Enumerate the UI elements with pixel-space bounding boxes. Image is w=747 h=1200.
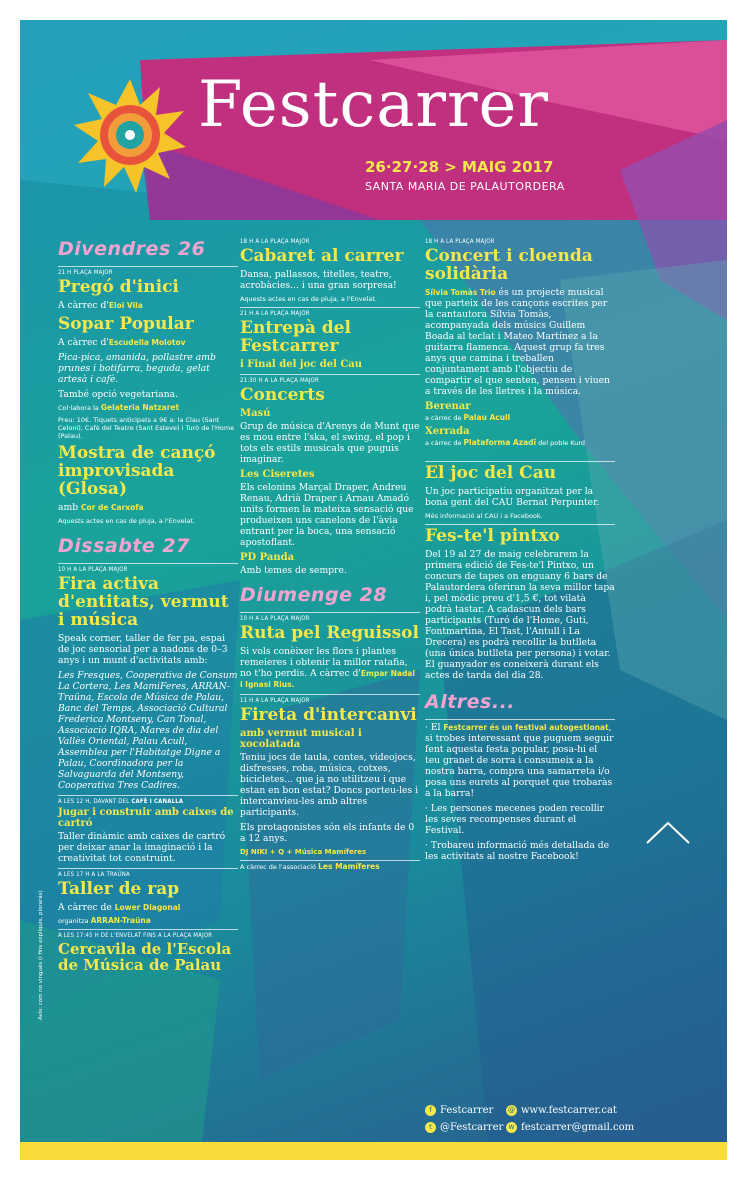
event-text: Sílvia Tomàs Trio és un projecte musical que parteix de les cançons escrites per la cantautora Sílvia Tomàs, acompanyada dels músics Guillem Boada al teclat i Mateo Martínez a la guitarra flamenca. Aquest grup fa tres anys que camina i treballen conjuntament amb l'objectiu de compartir el que senten, pensen i viuen a través de les lletres i la música. (425, 287, 610, 397)
event-meta: 11 H A LA PLAÇA MAJOR (240, 697, 310, 704)
event-text: Pica-pica, amanida, pollastre amb prunes i botifarra, beguda, gelat artesà i cafè. (58, 352, 216, 385)
email-icon: w (506, 1122, 517, 1133)
altres-item: · Trobareu informació més detallada de les activitats al nostre Facebook! (425, 840, 610, 862)
event-title: Berenar (425, 401, 471, 412)
chevron-up-icon (645, 820, 691, 846)
band-text: Grup de música d'Arenys de Munt que es mou entre l'ska, el swing, el pop i tots els estils musicals que puguis imaginar. (240, 421, 420, 465)
band-name: Masú (240, 408, 271, 419)
event-by: A càrrec de l'associació Les Mamíferes (240, 862, 380, 871)
altres-item: · Les persones mecenes poden recollir les seves recompenses durant el Festival. (425, 803, 604, 836)
event-title: Jugar i construir amb caixes de cartró (58, 807, 234, 829)
event-title: Cercavila de l'Escola de Música de Palau (58, 940, 232, 974)
event-meta: 21 H A LA PLAÇA MAJOR (240, 310, 310, 317)
divider (240, 374, 420, 375)
event-text: Del 19 al 27 de maig celebrarem la primera edició de Fes-te'l Pintxo, un concurs de tapes on enguany 6 bars de Palautordera oferiran la seva millor tapa i, pel mòdic preu d'1,5 €, tot vilatà podrà tastar. A cadascun dels bars participants (Turó de l'Home, Guti, Fontmartina, El Tast, l'Antull i La Drecera) es podrà recollir la butlleta (una única butlleta per persona) i votar. El guanyador es coneixerà durant els actes de tarda del dia 28. (425, 549, 615, 681)
event-title: Fireta d'intercanvi (240, 705, 417, 725)
event-title: Fira activa d'entitats, vermut i música (58, 574, 229, 630)
footer-twitter[interactable]: t @Festcarrer (425, 1122, 503, 1133)
event-note: Aquests actes en cas de pluja, a l'Envelat. (240, 295, 377, 303)
event-title: Cabaret al carrer (240, 246, 404, 266)
event-note: Aquests actes en cas de pluja, a l'Envelat. (58, 517, 195, 525)
event-by: a càrrec de Plataforma Azadî del poble Kurd (425, 438, 586, 447)
event-text: Dansa, pallassos, titelles, teatre, acrobàcies... i una gran sorpresa! (240, 269, 397, 291)
event-text: Speak corner, taller de fer pa, espai de joc sensorial per a nadons de 0–3 anys i un munt d'activitats amb: (58, 633, 228, 666)
footer-email[interactable]: w festcarrer@gmail.com (506, 1122, 634, 1133)
event-list: Les Fresques, Cooperativa de Consum La Cortera, Les MamiFeres, ARRAN-Traüna, Escola de Música de Palau, Banc del Temps, Associació Cultural Frederica Montseny, Can Tonal, Associació IQRA, Mares de dia del Vallès Oriental, Palau Acull, Assemblea per l'Habitatge Digne a Palau, Coordinadora per la Salvaguarda del Montseny, Cooperativa Tres Cadires. (58, 670, 238, 791)
poster-place: SANTA MARIA DE PALAUTORDERA (365, 180, 565, 193)
event-title: Entrepà del Festcarrer (240, 318, 351, 356)
event-meta: 10 H A LA PLAÇA MAJOR (58, 566, 128, 573)
event-title: Sopar Popular (58, 314, 194, 334)
event-music: DJ NIKI + Q + Música Mamíferes (240, 848, 367, 856)
divider (58, 868, 238, 869)
event-title: Mostra de cançó improvisada (Glosa) (58, 443, 216, 499)
altres-item: · El Festcarrer és un festival autogestionat, si trobes interessant que puguem seguir fent aquesta festa popular, posa-hi el teu granet de sorra i consumeix a la nostra barra, compra una samarreta i/o posa uns eurets al porquet que trobaràs a la barra! (425, 722, 614, 799)
event-by: amb Cor de Carxofa (58, 502, 144, 513)
event-subtitle: amb vermut musical i xocolatada (240, 728, 362, 750)
divider (240, 612, 420, 613)
sun-logo (70, 75, 190, 195)
event-meta: 10 H A LA PLAÇA MAJOR (240, 615, 310, 622)
facebook-icon: f (425, 1105, 436, 1116)
divider (240, 860, 420, 861)
event-by: A càrrec d'Eloi Vila (58, 300, 143, 311)
event-meta: 18 H A LA PLAÇA MAJOR (240, 238, 310, 245)
event-meta: A LES 17 H A LA TRAÜNA (58, 871, 130, 878)
day-heading-friday: Divendres 26 (58, 238, 206, 260)
footer-facebook[interactable]: f Festcarrer (425, 1105, 493, 1116)
event-text: També opció vegetariana. (58, 389, 179, 400)
divider (58, 795, 238, 796)
column-sunday-altres (425, 238, 615, 866)
event-meta: A LES 17:45 H DE L'ENVELAT FINS A LA PLAÇA MAJOR (58, 932, 213, 939)
event-text: Un joc participatiu organitzat per la bona gent del CAU Bernat Perpunter. (425, 486, 600, 508)
event-by: a càrrec de Palau Acull (425, 413, 511, 422)
column-friday-saturday (58, 238, 238, 977)
event-by: A càrrec de Lower Diagonal (58, 902, 181, 913)
band-name: Les Ciseretes (240, 469, 315, 480)
globe-icon: @ (508, 1106, 515, 1114)
twitter-icon: t (425, 1122, 436, 1133)
altres-heading: Altres... (425, 691, 516, 713)
event-meta: A LES 12 H, DAVANT DEL CAFÈ I CANALLA (58, 798, 184, 805)
event-title: El joc del Cau (425, 463, 557, 483)
event-title: Fes-te'l pintxo (425, 526, 560, 546)
poster-title: Festcarrer (198, 68, 549, 142)
event-title: Pregó d'inici (58, 277, 179, 297)
divider (58, 929, 238, 930)
event-price: Preu: 10€. Tiquets anticipats a 9€ a: la Clau (Sant Celoni), Cafè del Teatre (Sant Esteve) i Turó de l'Home (Palau). (58, 416, 235, 440)
day-heading-sunday: Diumenge 28 (240, 584, 388, 606)
event-text: Els protagonistes són els infants de 0 a 12 anys. (240, 822, 415, 844)
event-text: Teniu jocs de taula, contes, videojocs, disfresses, roba, música, cotxes, bicicletes... que ja no utilitzeu i que estan en bon estat? Doncs porteu-les i intercanvieu-les amb altres participants. (240, 752, 419, 818)
event-meta: 21 H PLAÇA MAJOR (58, 269, 113, 276)
event-collab: Col·labora la Gelateria Natzaret (58, 403, 180, 412)
day-heading-saturday: Dissabte 27 (58, 535, 190, 557)
event-note: Més informació al CAU i a Facebook. (425, 512, 543, 520)
event-text: Si vols conèixer les flors i plantes remeieres i obtenir la millor ratafia, no t'ho perdis. A càrrec d'Empar Nadal i Ignasi Rius. (240, 646, 415, 689)
event-title: Xerrada (425, 426, 470, 437)
event-text: Taller dinàmic amb caixes de cartró per deixar anar la imaginació i la creativitat tot construint. (58, 831, 226, 864)
event-title: Ruta pel Reguissol (240, 623, 419, 643)
poster (20, 20, 727, 1160)
bottom-bar (20, 1142, 727, 1160)
event-title: Concert i cloenda solidària (425, 246, 593, 284)
divider (425, 461, 615, 462)
divider (58, 266, 238, 267)
poster-dates: 26·27·28 > MAIG 2017 (365, 158, 554, 176)
event-subtitle: i Final del joc del Cau (240, 359, 363, 370)
divider (240, 307, 420, 308)
divider (240, 694, 420, 695)
column-saturday-sunday (240, 238, 420, 875)
event-org: organitza ARRAN-Traüna (58, 916, 151, 925)
event-meta: 18 H A LA PLAÇA MAJOR (425, 238, 495, 245)
divider (425, 719, 615, 720)
event-title: Taller de rap (58, 879, 180, 899)
divider (58, 563, 238, 564)
footer-web[interactable]: @ www.festcarrer.cat (508, 1105, 617, 1116)
event-meta: 21:30 H A LA PLAÇA MAJOR (240, 377, 319, 384)
band-text: Amb temes de sempre. (240, 565, 347, 576)
divider (425, 524, 615, 525)
band-name: PD Panda (240, 552, 295, 563)
event-by: A càrrec d'Escudella Molotov (58, 337, 186, 348)
event-title: Concerts (240, 385, 325, 405)
band-text: Els celonins Marçal Draper, Andreu Renau, Adrià Draper i Arnau Amadó units formen la mateixa sensació que produeixen uns canelons de l'àvia entrant per la boca, una sensació apostoflant. (240, 482, 414, 548)
vertical-note: Avís: com no vingués (i fins explíquis, plorarás) (38, 890, 44, 1020)
